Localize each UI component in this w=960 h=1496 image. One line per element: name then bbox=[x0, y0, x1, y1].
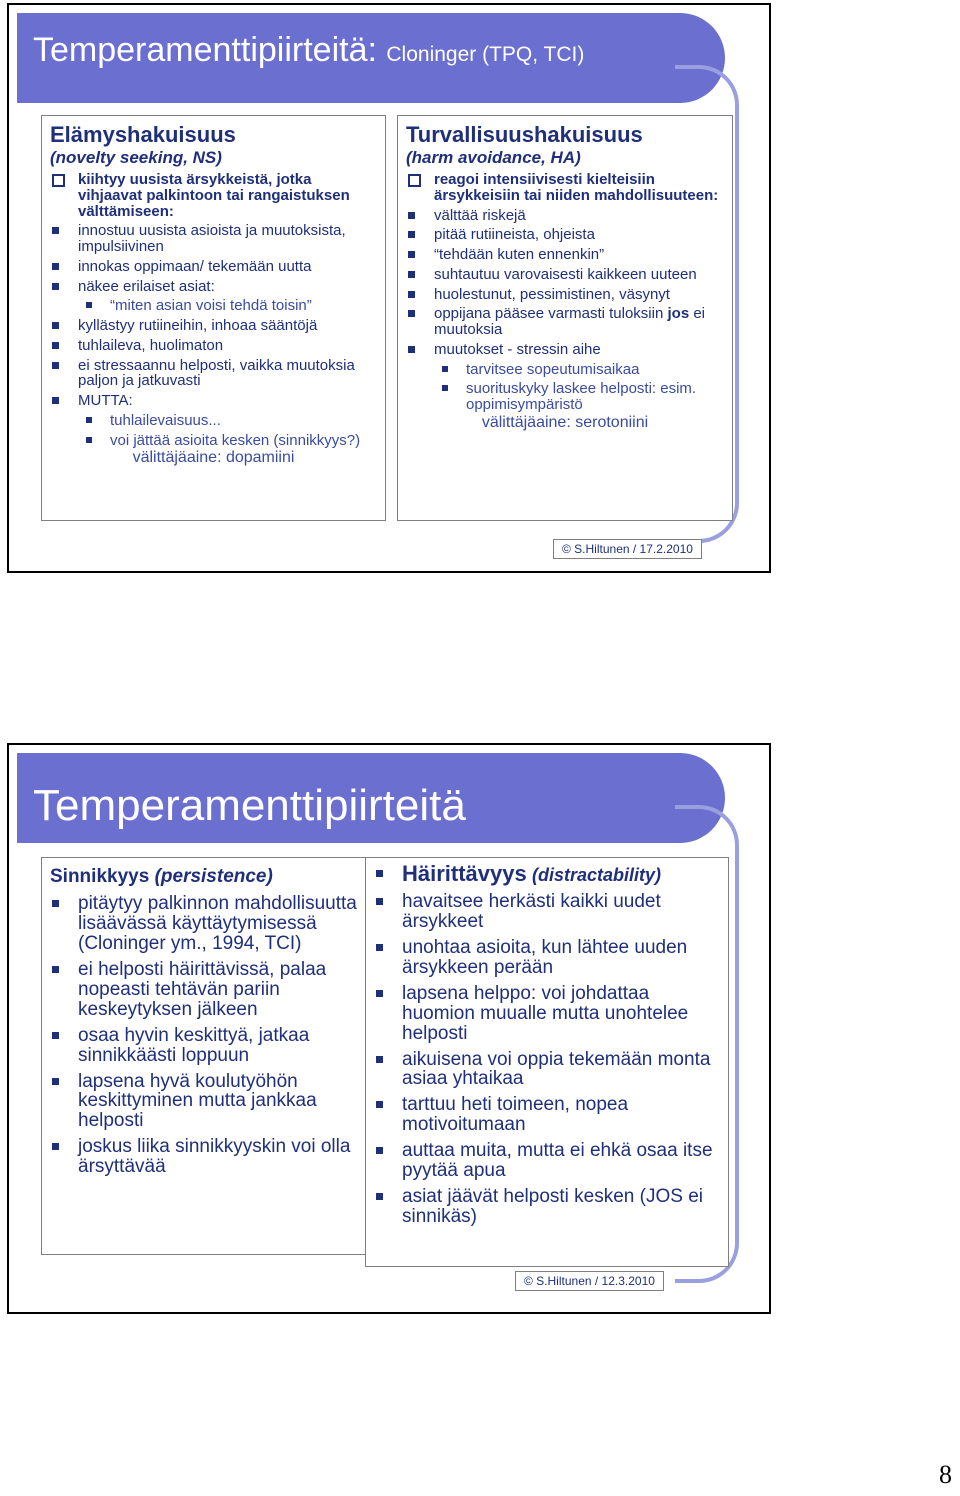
square-bullet-icon bbox=[376, 1056, 383, 1063]
list-item: ei helposti häirittävissä, palaa nopeasti tehtävän pariin keskeytyksen jälkeen bbox=[50, 960, 360, 1020]
title-main: Temperamenttipiirteitä: bbox=[33, 31, 377, 69]
list-item: tarvitsee sopeutumisaikaa bbox=[406, 362, 724, 378]
square-bullet-icon bbox=[442, 366, 448, 372]
square-bullet-icon bbox=[86, 417, 92, 423]
list-item: voi jättää asioita kesken (sinnikkyys?) bbox=[50, 433, 377, 449]
novelty-seeking-box bbox=[41, 115, 386, 521]
list-item: tarttuu heti toimeen, nopea motivoitumaan bbox=[374, 1095, 720, 1135]
square-bullet-icon bbox=[376, 1101, 383, 1108]
list-item: “tehdään kuten ennenkin” bbox=[406, 247, 724, 263]
credit-label: © S.Hiltunen / 17.2.2010 bbox=[553, 539, 702, 559]
list-item: MUTTA: bbox=[50, 393, 377, 409]
checkbox-bullet-icon bbox=[52, 174, 65, 187]
square-bullet-icon bbox=[376, 1193, 383, 1200]
square-bullet-icon bbox=[376, 944, 383, 951]
square-bullet-icon bbox=[408, 310, 415, 317]
harm-avoidance-subheading: (harm avoidance, HA) bbox=[406, 148, 581, 167]
page-number: 8 bbox=[939, 1460, 952, 1489]
square-bullet-icon bbox=[52, 1143, 59, 1150]
checkbox-bullet-icon bbox=[408, 174, 421, 187]
square-bullet-icon bbox=[52, 342, 59, 349]
list-item: suhtautuu varovaisesti kaikkeen uuteen bbox=[406, 267, 724, 283]
square-bullet-icon bbox=[376, 898, 383, 905]
credit-label: © S.Hiltunen / 12.3.2010 bbox=[515, 1271, 664, 1291]
slide-2-title: Temperamenttipiirteitä bbox=[33, 781, 466, 830]
list-item: auttaa muita, mutta ei ehkä osaa itse pyytää apua bbox=[374, 1141, 720, 1181]
square-bullet-icon bbox=[376, 1147, 383, 1154]
list-item: havaitsee herkästi kaikki uudet ärsykkeet bbox=[374, 892, 720, 932]
square-bullet-icon bbox=[52, 263, 59, 270]
list-item: näkee erilaiset asiat: bbox=[50, 279, 377, 295]
square-bullet-icon bbox=[52, 362, 59, 369]
square-bullet-icon bbox=[52, 1078, 59, 1085]
list-item: reagoi intensiivisesti kielteisiin ärsykkeisiin tai niiden mahdollisuuteen: bbox=[406, 172, 724, 204]
square-bullet-icon bbox=[52, 283, 59, 290]
list-item: välttää riskejä bbox=[406, 208, 724, 224]
square-bullet-icon bbox=[52, 900, 59, 907]
persistence-box bbox=[41, 857, 369, 1255]
list-item: pitäytyy palkinnon mahdollisuutta lisäävässä käyttäytymisessä (Cloninger ym., 1994, TCI) bbox=[50, 894, 360, 954]
square-bullet-icon bbox=[408, 346, 415, 353]
square-bullet-icon bbox=[408, 251, 415, 258]
list-item: tuhlailevaisuus... bbox=[50, 413, 377, 429]
list-item: oppijana pääsee varmasti tuloksiin jos ei muutoksia bbox=[406, 306, 724, 338]
square-bullet-icon bbox=[408, 231, 415, 238]
harm-avoidance-box bbox=[397, 115, 733, 521]
novelty-seeking-subheading: (novelty seeking, NS) bbox=[50, 148, 222, 167]
list-item: huolestunut, pessimistinen, väsynyt bbox=[406, 287, 724, 303]
list-item: unohtaa asioita, kun lähtee uuden ärsykkeen perään bbox=[374, 938, 720, 978]
square-bullet-icon bbox=[376, 990, 383, 997]
square-bullet-icon bbox=[52, 966, 59, 973]
list-item: ei stressaannu helposti, vaikka muutoksia paljon ja jatkuvasti bbox=[50, 358, 377, 390]
square-bullet-icon bbox=[442, 385, 448, 391]
novelty-seeking-heading: Elämyshakuisuus bbox=[50, 122, 236, 147]
list-item: joskus liika sinnikkyyskin voi olla ärsyttävää bbox=[50, 1137, 360, 1177]
square-bullet-icon bbox=[408, 212, 415, 219]
list-item: kyllästyy rutiineihin, inhoaa sääntöjä bbox=[50, 318, 377, 334]
square-bullet-icon bbox=[408, 291, 415, 298]
slide-1-title bbox=[33, 31, 584, 70]
list-item: lapsena helppo: voi johdattaa huomion muualle mutta unohtelee helposti bbox=[374, 984, 720, 1044]
square-bullet-icon bbox=[408, 271, 415, 278]
title-sub: Cloninger (TPQ, TCI) bbox=[386, 43, 585, 66]
list-item: lapsena hyvä koulutyöhön keskittyminen mutta jankkaa helposti bbox=[50, 1072, 360, 1132]
list-item: asiat jäävät helposti kesken (JOS ei sinnikäs) bbox=[374, 1187, 720, 1227]
neurotransmitter-serotonin: välittäjäaine: serotoniini bbox=[481, 413, 649, 431]
square-bullet-icon bbox=[376, 870, 383, 877]
list-item: suorituskyky laskee helposti: esim. oppimisympäristö bbox=[406, 381, 724, 413]
neurotransmitter-dopamine: välittäjäaine: dopamiini bbox=[132, 449, 295, 467]
list-item: Häirittävyys (distractability) bbox=[374, 862, 720, 886]
list-item: “miten asian voisi tehdä toisin” bbox=[50, 298, 377, 314]
square-bullet-icon bbox=[52, 1032, 59, 1039]
slide-2 bbox=[7, 743, 771, 1314]
square-bullet-icon bbox=[52, 227, 59, 234]
list-item: pitää rutiineista, ohjeista bbox=[406, 227, 724, 243]
square-bullet-icon bbox=[52, 322, 59, 329]
list-item: kiihtyy uusista ärsykkeistä, jotka vihjaavat palkintoon tai rangaistuksen välttämiseen: bbox=[50, 172, 377, 219]
square-bullet-icon bbox=[52, 397, 59, 404]
list-item: osaa hyvin keskittyä, jatkaa sinnikkäästi loppuun bbox=[50, 1026, 360, 1066]
square-bullet-icon bbox=[86, 437, 92, 443]
list-item: innostuu uusista asioista ja muutoksista, impulsiivinen bbox=[50, 223, 377, 255]
persistence-heading: Sinnikkyys (persistence) bbox=[50, 866, 273, 887]
square-bullet-icon bbox=[86, 302, 92, 308]
slide-1 bbox=[7, 3, 771, 573]
list-item: aikuisena voi oppia tekemään monta asiaa yhtaikaa bbox=[374, 1050, 720, 1090]
list-item: muutokset - stressin aihe bbox=[406, 342, 724, 358]
list-item: tuhlaileva, huolimaton bbox=[50, 338, 377, 354]
distractability-box bbox=[365, 857, 729, 1267]
harm-avoidance-heading: Turvallisuushakuisuus bbox=[406, 122, 643, 147]
list-item: innokas oppimaan/ tekemään uutta bbox=[50, 259, 377, 275]
